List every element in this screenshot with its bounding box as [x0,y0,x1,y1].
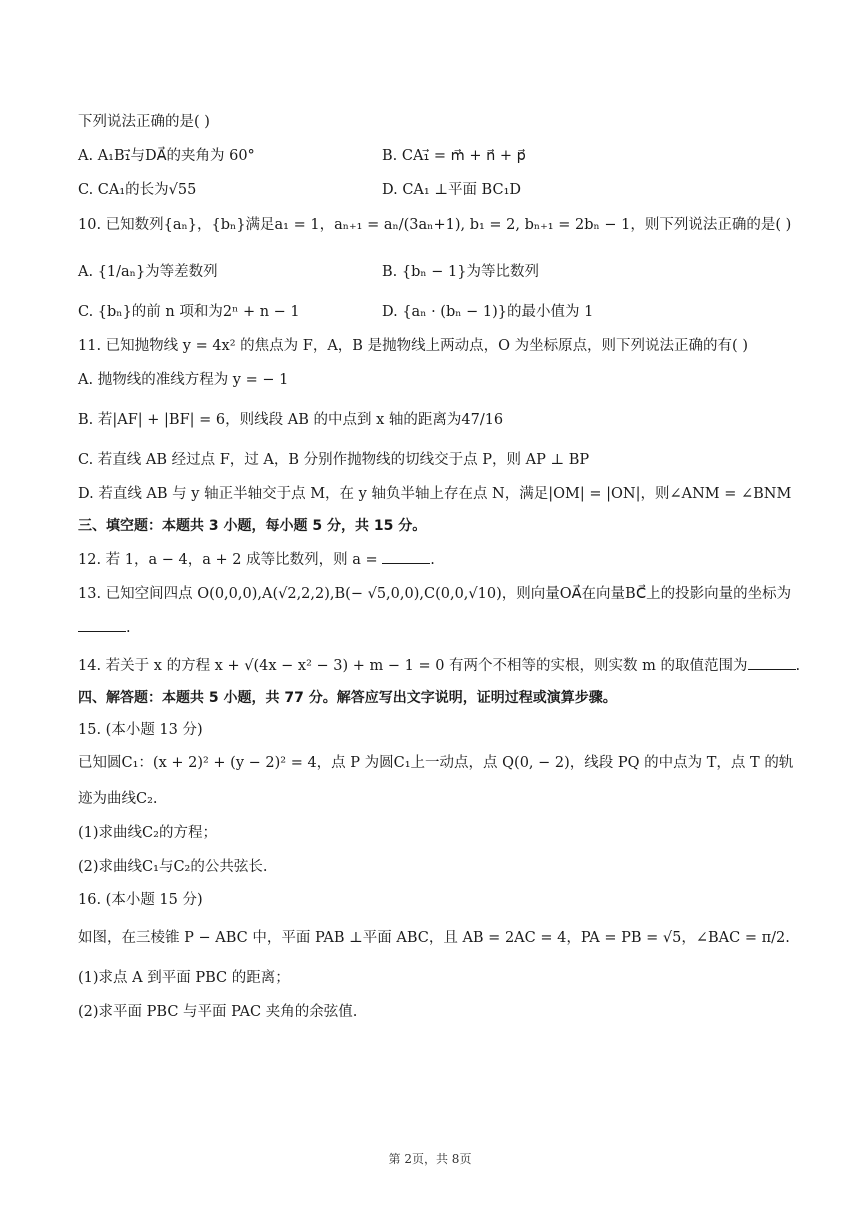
q9-option-c: C. CA₁的长为√55 [78,182,197,198]
q16-part-1: (1)求点 A 到平面 PBC 的距离； [78,970,290,986]
q11-option-d: D. 若直线 AB 与 y 轴正半轴交于点 M，在 y 轴负半轴上存在点 N，满足|OM| = |ON|，则∠ANM = ∠BNM [78,486,792,502]
q9-option-d: D. CA₁ ⊥平面 BC₁D [382,182,522,198]
q11-option-b: B. 若|AF| + |BF| = 6，则线段 AB 的中点到 x 轴的距离为47/16 [78,412,504,428]
q9-tail: 下列说法正确的是( ) [78,114,210,130]
q10-option-c: C. {bₙ}的前 n 项和为2ⁿ + n − 1 [78,304,300,320]
q15-line-1: 已知圆C₁：(x + 2)² + (y − 2)² = 4，点 P 为圆C₁上一动点，点 Q(0, − 2)，线段 PQ 的中点为 T，点 T 的轨 [78,755,794,771]
q13-answer-blank[interactable] [78,619,126,632]
q15-part-1: (1)求曲线C₂的方程； [78,825,217,841]
q13-text: 13. 已知空间四点 O(0,0,0),A(√2,2,2),B(− √5,0,0),C(0,0,√10)，则向量OA⃗在向量BC⃗上的投影向量的坐标为 [78,586,792,602]
q10-option-b: B. {bₙ − 1}为等比数列 [382,264,539,280]
q9-option-b: B. CA₁⃗ = m⃗ + n⃗ + p⃗ [382,148,526,164]
q12-answer-blank[interactable] [382,551,430,564]
q14-end: . [795,658,801,674]
q14-text: 14. 若关于 x 的方程 x + √(4x − x² − 3) + m − 1 = 0 有两个不相等的实根，则实数 m 的取值范围为 [78,658,748,674]
q16-part-2: (2)求平面 PBC 与平面 PAC 夹角的余弦值. [78,1004,358,1020]
q15-part-2: (2)求曲线C₁与C₂的公共弦长. [78,859,268,875]
section-3-heading: 三、填空题：本题共 3 小题，每小题 5 分，共 15 分。 [78,518,427,534]
q9-option-a: A. A₁B₁⃗与DA⃗的夹角为 60° [78,148,255,164]
q10-stem: 10. 已知数列{aₙ}，{bₙ}满足a₁ = 1，aₙ₊₁ = aₙ/(3aₙ+1), b₁ = 2, bₙ₊₁ = 2bₙ − 1，则下列说法正确的是( ) [78,217,792,233]
q14 [78,656,800,676]
q16-head: 16. (本小题 15 分) [78,892,203,908]
q10-option-a: A. {1/aₙ}为等差数列 [78,264,218,280]
q12-end: . [430,552,435,568]
q13-blank-line [78,618,131,638]
q12-text: 12. 若 1，a − 4，a + 2 成等比数列，则 a = [78,552,378,568]
q12 [78,550,435,570]
q11-option-a: A. 抛物线的准线方程为 y = − 1 [78,372,289,388]
q13-end: . [126,620,131,636]
q14-answer-blank[interactable] [748,657,796,670]
section-4-heading: 四、解答题：本题共 5 小题，共 77 分。解答应写出文字说明，证明过程或演算步骤。 [78,690,617,706]
page-footer: 第 2页，共 8页 [388,1152,472,1166]
q15-head: 15. (本小题 13 分) [78,722,203,738]
q11-option-c: C. 若直线 AB 经过点 F，过 A，B 分别作抛物线的切线交于点 P，则 AP ⊥ BP [78,452,590,468]
q10-option-d: D. {aₙ · (bₙ − 1)}的最小值为 1 [382,304,594,320]
q15-line-2: 迹为曲线C₂. [78,791,158,807]
q11-stem: 11. 已知抛物线 y = 4x² 的焦点为 F，A，B 是抛物线上两动点，O 为坐标原点，则下列说法正确的有( ) [78,338,748,354]
q16-line-1: 如图，在三棱锥 P − ABC 中，平面 PAB ⊥平面 ABC，且 AB = 2AC = 4，PA = PB = √5，∠BAC = π/2. [78,930,790,946]
